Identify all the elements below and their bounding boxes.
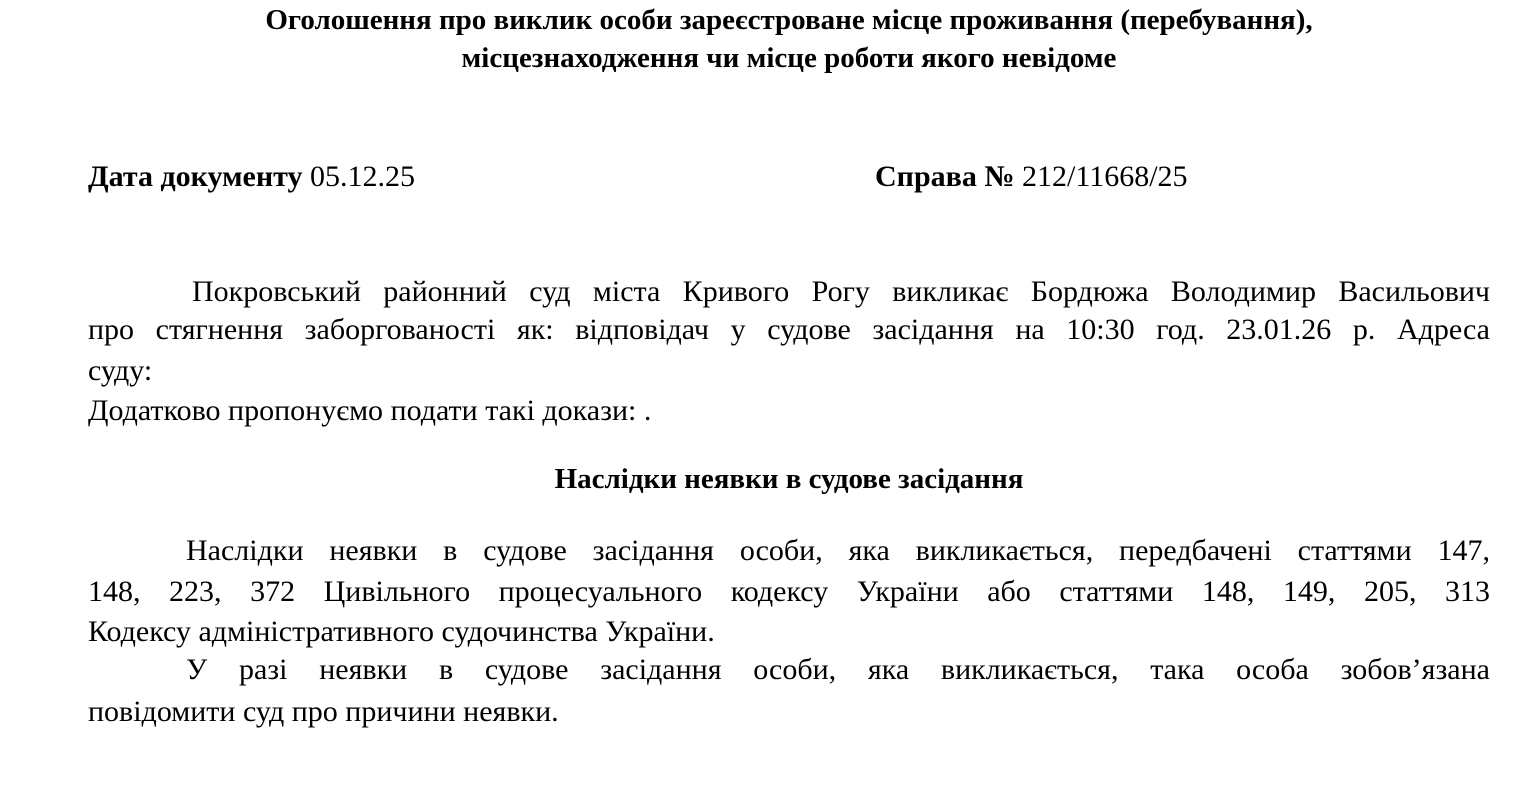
case-number <box>875 157 1188 197</box>
document-date <box>88 157 415 197</box>
document-title-line-2: місцезнаходження чи місце роботи якого невідоме <box>461 42 1117 74</box>
summons-line-3: суду: <box>88 354 153 387</box>
summons-line-4: Додатково пропонуємо подати такі докази: . <box>88 394 652 427</box>
case-number-label: Справа № <box>875 160 1015 193</box>
consequences-line-4: У разі неявки в судове засідання особи, яка викликається, така особа зобов’язана <box>186 653 1490 686</box>
consequences-line-2: 148, 223, 372 Цивільного процесуального кодексу України або статтями 148, 149, 205, 313 <box>88 575 1490 608</box>
consequences-heading: Наслідки неявки в судове засідання <box>554 463 1024 495</box>
summons-line-2: про стягнення заборгованості як: відповідач у судове засідання на 10:30 год. 23.01.26 р. Адреса <box>88 313 1490 346</box>
consequences-line-1: Наслідки неявки в судове засідання особи, яка викликається, передбачені статтями 147, <box>186 534 1490 567</box>
document-title-line-1: Оголошення про виклик особи зареєстроване місце проживання (перебування), <box>265 4 1313 36</box>
consequences-line-5: повідомити суд про причини неявки. <box>88 695 559 728</box>
document-date-label: Дата документу <box>88 160 303 193</box>
case-number-value: 212/11668/25 <box>1021 160 1188 193</box>
document-date-value: 05.12.25 <box>309 160 415 193</box>
consequences-line-3: Кодексу адміністративного судочинства України. <box>88 615 715 648</box>
summons-line-1: Покровський районний суд міста Кривого Рогу викликає Бордюжа Володимир Васильович <box>192 275 1490 308</box>
